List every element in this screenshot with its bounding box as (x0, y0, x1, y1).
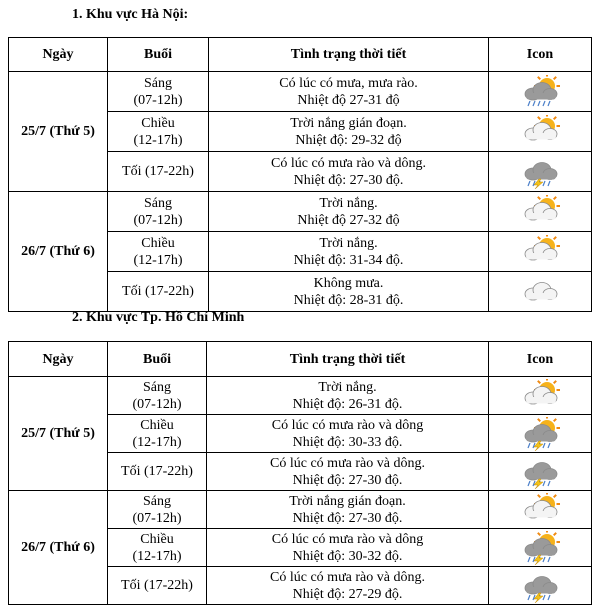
session-line: Sáng (143, 379, 171, 395)
sun-thunderstorm-icon (489, 417, 591, 451)
condition-cell (207, 377, 489, 415)
session-cell (108, 272, 209, 312)
condition-cell (207, 415, 489, 453)
temperature-text: Nhiệt độ 27-31 độ (297, 92, 400, 108)
table-row (9, 192, 592, 232)
icon-cell (489, 491, 592, 529)
sun-cloud-icon (489, 493, 591, 527)
condition-text: Trời nắng. (318, 379, 377, 395)
condition-text: Có lúc có mưa rào và dông. (270, 569, 425, 585)
icon-cell (489, 567, 592, 605)
table-row (9, 377, 592, 415)
session-cell (108, 491, 207, 529)
header-date: Ngày (9, 38, 108, 72)
date-cell: 26/7 (Thứ 6) (9, 491, 108, 605)
condition-cell (209, 192, 489, 232)
condition-cell (207, 529, 489, 567)
session-line: (12-17h) (133, 252, 183, 268)
condition-cell (209, 152, 489, 192)
session-line: Chiều (141, 115, 175, 131)
icon-cell (489, 112, 592, 152)
sun-cloud-icon (489, 195, 591, 229)
weather-table-hcm (8, 341, 592, 605)
condition-text: Không mưa. (313, 275, 384, 291)
condition-text: Trời nắng gián đoạn. (289, 493, 406, 509)
session-line: Tối (17-22h) (121, 464, 193, 479)
thunderstorm-icon (489, 155, 591, 189)
condition-text: Trời nắng gián đoạn. (290, 115, 407, 131)
temperature-text: Nhiệt độ: 27-29 độ. (292, 586, 403, 602)
session-cell (108, 567, 207, 605)
temperature-text: Nhiệt độ: 31-34 độ. (293, 252, 404, 268)
session-cell (108, 72, 209, 112)
condition-text: Có lúc có mưa rào và dông. (271, 155, 426, 171)
header-date: Ngày (9, 342, 108, 377)
thunderstorm-icon (489, 569, 591, 603)
temperature-text: Nhiệt độ: 29-32 độ (295, 132, 402, 148)
session-line: (12-17h) (133, 132, 183, 148)
condition-cell (207, 567, 489, 605)
icon-cell (489, 72, 592, 112)
session-cell (108, 529, 207, 567)
table-row (9, 72, 592, 112)
icon-cell (489, 272, 592, 312)
icon-cell (489, 453, 592, 491)
sun-cloud-icon (489, 235, 591, 269)
thunderstorm-icon (489, 455, 591, 489)
sun-thunderstorm-icon (489, 531, 591, 565)
session-cell (108, 377, 207, 415)
temperature-text: Nhiệt độ: 27-30 độ. (292, 510, 403, 526)
condition-cell (207, 453, 489, 491)
condition-text: Có lúc có mưa, mưa rào. (279, 75, 418, 91)
condition-cell (207, 491, 489, 529)
temperature-text: Nhiệt độ: 30-32 độ. (292, 548, 403, 564)
icon-cell (489, 232, 592, 272)
session-cell (108, 232, 209, 272)
section-title-hcm: 2. Khu vực Tp. Hồ Chí Minh (72, 310, 245, 325)
condition-cell (209, 112, 489, 152)
icon-cell (489, 529, 592, 567)
condition-text: Có lúc có mưa rào và dông (271, 531, 424, 547)
header-icon: Icon (489, 38, 592, 72)
table-header-row (9, 342, 592, 377)
session-cell (108, 415, 207, 453)
header-session: Buổi (108, 342, 207, 377)
temperature-text: Nhiệt độ: 27-30 độ. (293, 172, 404, 188)
condition-cell (209, 272, 489, 312)
temperature-text: Nhiệt độ: 26-31 độ. (292, 396, 403, 412)
session-line: Tối (17-22h) (121, 578, 193, 593)
header-condition: Tình trạng thời tiết (207, 342, 489, 377)
temperature-text: Nhiệt độ: 27-30 độ. (292, 472, 403, 488)
session-line: Sáng (143, 493, 171, 509)
condition-text: Trời nắng. (319, 235, 378, 251)
condition-text: Có lúc có mưa rào và dông (271, 417, 424, 433)
icon-cell (489, 192, 592, 232)
session-line: (07-12h) (133, 92, 183, 108)
temperature-text: Nhiệt độ 27-32 độ (297, 212, 400, 228)
session-cell (108, 112, 209, 152)
condition-text: Có lúc có mưa rào và dông. (270, 455, 425, 471)
sun-cloud-rain-icon (489, 75, 591, 109)
section-title-hanoi: 1. Khu vực Hà Nội: (72, 7, 189, 22)
session-line: Tối (17-22h) (122, 284, 194, 299)
header-session: Buổi (108, 38, 209, 72)
date-cell: 25/7 (Thứ 5) (9, 72, 108, 192)
condition-cell (209, 232, 489, 272)
session-line: Sáng (144, 195, 172, 211)
icon-cell (489, 377, 592, 415)
session-line: Sáng (144, 75, 172, 91)
cloud-icon (489, 275, 591, 309)
session-cell (108, 453, 207, 491)
icon-cell (489, 152, 592, 192)
weather-table-hanoi (8, 37, 592, 312)
session-line: (07-12h) (133, 212, 183, 228)
session-line: Tối (17-22h) (122, 164, 194, 179)
table-header-row (9, 38, 592, 72)
condition-cell (209, 72, 489, 112)
session-cell (108, 152, 209, 192)
sun-cloud-icon (489, 115, 591, 149)
session-line: Chiều (140, 417, 174, 433)
session-line: (12-17h) (132, 434, 182, 450)
date-cell: 25/7 (Thứ 5) (9, 377, 108, 491)
condition-text: Trời nắng. (319, 195, 378, 211)
session-line: Chiều (141, 235, 175, 251)
date-cell: 26/7 (Thứ 6) (9, 192, 108, 312)
sun-cloud-icon (489, 379, 591, 413)
temperature-text: Nhiệt độ: 28-31 độ. (293, 292, 404, 308)
session-line: (07-12h) (132, 396, 182, 412)
header-icon: Icon (489, 342, 592, 377)
table-row (9, 491, 592, 529)
session-line: (12-17h) (132, 548, 182, 564)
icon-cell (489, 415, 592, 453)
header-condition: Tình trạng thời tiết (209, 38, 489, 72)
session-line: Chiều (140, 531, 174, 547)
session-line: (07-12h) (132, 510, 182, 526)
session-cell (108, 192, 209, 232)
temperature-text: Nhiệt độ: 30-33 độ. (292, 434, 403, 450)
